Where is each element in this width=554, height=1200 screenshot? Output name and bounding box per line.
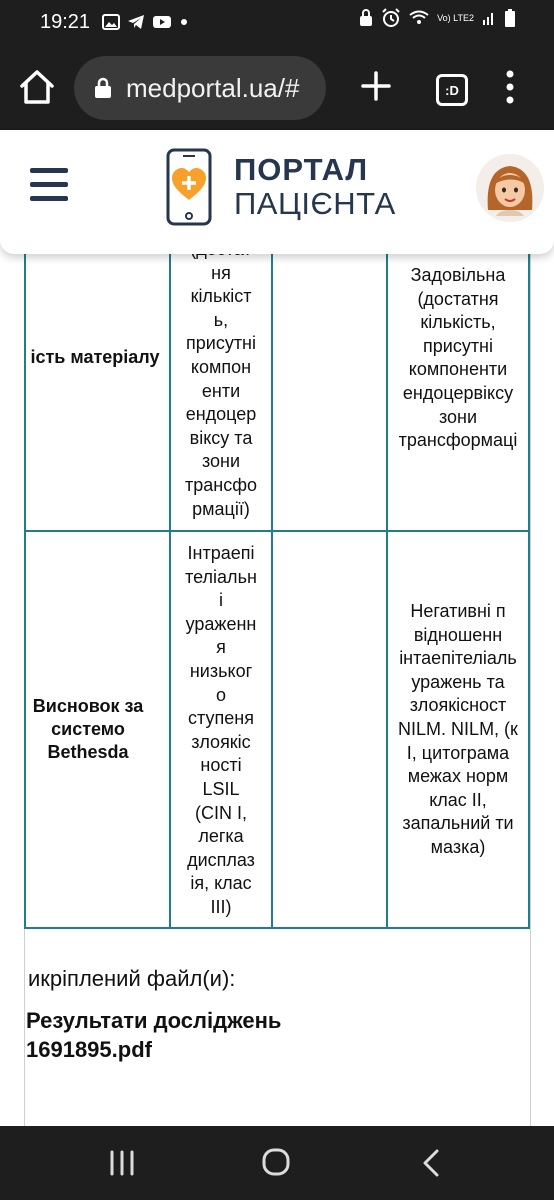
- attachments-label: икріплений файл(и):: [28, 966, 236, 991]
- tabs-button[interactable]: [436, 74, 468, 106]
- results-content: [0, 254, 554, 1128]
- attached-file-link[interactable]: Результати досліджень 1691895.pdf: [26, 1008, 282, 1062]
- wifi-icon: [409, 10, 429, 26]
- table-border: [24, 927, 530, 929]
- site-header: [0, 130, 554, 254]
- table-cell: Інтраепі теліальн і ураженн я низьког о ступеня злоякіс ності LSIL (CIN I, легка дисплаз ія, клас III): [185, 543, 257, 917]
- table-cell: Задовільна (достатня кількість, присутні компоненти ендоцервіксу зони трансформаці: [398, 265, 518, 451]
- youtube-icon: [152, 14, 172, 30]
- back-icon[interactable]: [422, 1149, 440, 1177]
- tabs-label: :D: [445, 82, 459, 98]
- plus-icon[interactable]: [360, 70, 392, 102]
- network-label: Vo) LTE2: [437, 12, 474, 23]
- hamburger-menu-icon[interactable]: [30, 168, 68, 202]
- user-avatar[interactable]: [476, 154, 544, 222]
- table-border: [528, 254, 530, 928]
- browser-toolbar: [0, 44, 554, 130]
- table-border: [24, 530, 530, 532]
- avatar-memoji-icon: [476, 154, 544, 222]
- status-bar: [0, 0, 554, 44]
- more-vertical-icon[interactable]: [502, 70, 518, 104]
- home-circle-icon[interactable]: [262, 1148, 290, 1176]
- signal-icon: [482, 10, 496, 26]
- logo-subtitle[interactable]: ПАЦІЄНТА: [234, 186, 396, 221]
- logo-title[interactable]: ПОРТАЛ: [234, 152, 369, 187]
- table-cell: ня кількіст ь, присутні компон енти ендоцер віксу та зони трансфо рмації): [184, 262, 258, 519]
- home-icon[interactable]: [18, 68, 56, 106]
- alarm-icon: [381, 8, 401, 28]
- logo-phone-heart-icon[interactable]: [166, 148, 212, 226]
- recents-icon[interactable]: [108, 1150, 136, 1176]
- table-row-label: ість матеріалу: [30, 347, 160, 367]
- address-bar[interactable]: [74, 56, 326, 120]
- url-text: medportal.ua/#: [126, 72, 300, 103]
- table-border: [271, 254, 273, 928]
- battery-icon: [504, 8, 516, 28]
- status-system-icons: [359, 8, 516, 28]
- table-cell: Негативні п відношенн інтаепітеліаль уражень та злоякісност NILM. NILM, (к I, цитограма межах норм клас II, запальний ти мазка): [398, 601, 518, 857]
- gallery-icon: [102, 14, 120, 30]
- telegram-icon: [127, 14, 145, 30]
- status-time: 19:21: [40, 10, 91, 33]
- status-notification-icons: [102, 14, 189, 30]
- lock-icon: [94, 77, 112, 99]
- table-row-label: Висновок за системо Bethesda: [32, 696, 144, 762]
- lock-icon: [359, 9, 373, 27]
- system-navigation-bar: [0, 1126, 554, 1200]
- dot-icon: [179, 17, 189, 27]
- page-frame-right: [530, 254, 531, 1128]
